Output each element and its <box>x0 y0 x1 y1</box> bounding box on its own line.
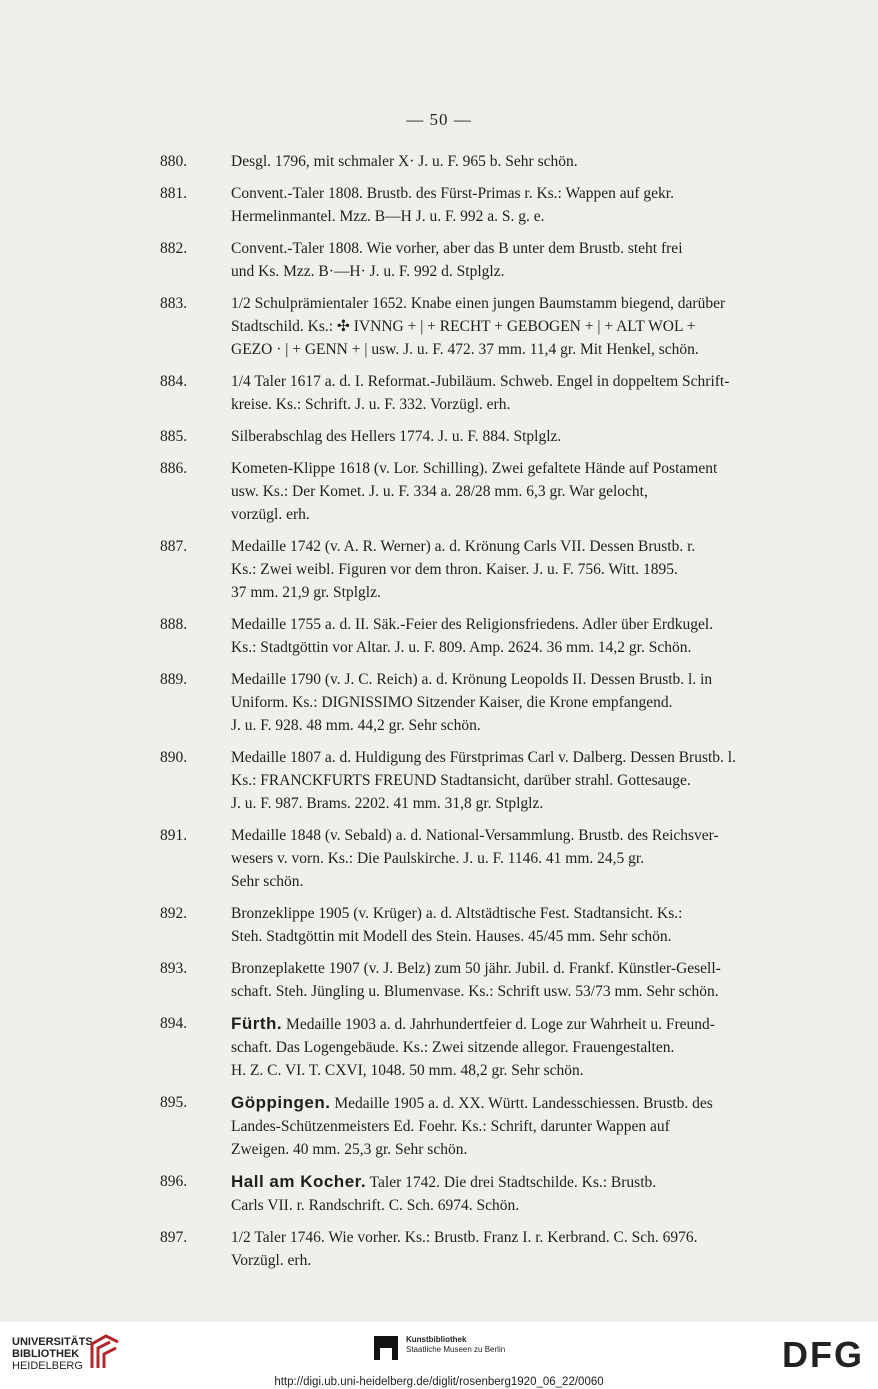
catalog-entry <box>160 824 810 893</box>
entry-number: 896. <box>160 1173 188 1190</box>
entry-line: Kometen-Klippe 1618 (v. Lor. Schilling). Zwei gefaltete Hände auf Postament <box>231 460 718 477</box>
kb-line-1: Kunstbibliothek <box>406 1335 467 1344</box>
entry-line: Carls VII. r. Randschrift. C. Sch. 6974. Schön. <box>231 1197 520 1214</box>
entry-number: 895. <box>160 1094 188 1111</box>
entry-line: vorzügl. erh. <box>231 506 310 523</box>
ub-line-2: BIBLIOTHEK <box>12 1348 80 1360</box>
entry-line <box>231 1091 810 1115</box>
entry-city-heading: Hall am Kocher. <box>231 1172 367 1191</box>
entry-line: 1/2 Taler 1746. Wie vorher. Ks.: Brustb. Franz I. r. Kerbrand. C. Sch. 6976. <box>231 1229 698 1246</box>
entry-line: Medaille 1807 a. d. Huldigung des Fürstprimas Carl v. Dalberg. Dessen Brustb. l. <box>231 749 736 766</box>
entry-line: Stadtschild. Ks.: ✣ IVNNG + | + RECHT + GEBOGEN + | + ALT WOL + <box>231 318 696 335</box>
permalink-url[interactable]: http://digi.ub.uni-heidelberg.de/diglit/rosenberg1920_06_22/0060 <box>274 1376 604 1388</box>
catalog-entry <box>160 613 810 659</box>
entry-number: 890. <box>160 749 188 766</box>
catalog-entry <box>160 370 810 416</box>
catalog-entry <box>160 668 810 737</box>
entry-line-text: Medaille 1903 a. d. Jahrhundertfeier d. Loge zur Wahrheit u. Freund- <box>282 1016 715 1033</box>
entry-line: Zweigen. 40 mm. 25,3 gr. Sehr schön. <box>231 1141 468 1158</box>
entry-number: 885. <box>160 428 188 445</box>
entry-number: 881. <box>160 185 188 202</box>
entry-line-text: Taler 1742. Die drei Stadtschilde. Ks.: Brustb. <box>366 1174 657 1191</box>
ub-heidelberg-label[interactable] <box>12 1336 96 1372</box>
ub-line-3: HEIDELBERG <box>12 1360 83 1372</box>
entry-line-text: Medaille 1905 a. d. XX. Württ. Landesschiessen. Brustb. des <box>330 1095 713 1112</box>
entry-number: 888. <box>160 616 188 633</box>
catalog-entry <box>160 1170 810 1217</box>
entry-number: 884. <box>160 373 188 390</box>
entry-line: Vorzügl. erh. <box>231 1252 312 1269</box>
catalog-entry <box>160 1091 810 1161</box>
entry-line: und Ks. Mzz. B·—H· J. u. F. 992 d. Stplglz. <box>231 263 505 280</box>
entry-number: 883. <box>160 295 188 312</box>
catalog-entries <box>160 150 810 1281</box>
entry-line: Convent.-Taler 1808. Wie vorher, aber das B unter dem Brustb. steht frei <box>231 240 683 257</box>
entry-line: Medaille 1755 a. d. II. Säk.-Feier des Religionsfriedens. Adler über Erdkugel. <box>231 616 714 633</box>
entry-number: 893. <box>160 960 188 977</box>
catalog-entry <box>160 150 810 173</box>
entry-line: Medaille 1742 (v. A. R. Werner) a. d. Krönung Carls VII. Dessen Brustb. r. <box>231 538 696 555</box>
entry-line: J. u. F. 987. Brams. 2202. 41 mm. 31,8 gr. Stplglz. <box>231 795 544 812</box>
catalog-entry <box>160 957 810 1003</box>
entry-line: Hermelinmantel. Mzz. B—H J. u. F. 992 a. S. g. e. <box>231 208 545 225</box>
entry-line: 1/4 Taler 1617 a. d. I. Reformat.-Jubiläum. Schweb. Engel in doppeltem Schrift- <box>231 373 730 390</box>
entry-line: Landes-Schützenmeisters Ed. Foehr. Ks.: Schrift, darunter Wappen auf <box>231 1118 670 1135</box>
entry-line <box>231 1012 810 1036</box>
entry-line <box>231 1170 810 1194</box>
entry-number: 889. <box>160 671 188 688</box>
entry-line: GEZO · | + GENN + | usw. J. u. F. 472. 37 mm. 11,4 gr. Mit Henkel, schön. <box>231 341 699 358</box>
entry-line: Ks.: Zwei weibl. Figuren vor dem thron. Kaiser. J. u. F. 756. Witt. 1895. <box>231 561 678 578</box>
entry-number: 880. <box>160 153 188 170</box>
entry-line: Ks.: FRANCKFURTS FREUND Stadtansicht, darüber strahl. Gottesauge. <box>231 772 691 789</box>
catalog-entry <box>160 535 810 604</box>
entry-line: H. Z. C. VI. T. CXVI, 1048. 50 mm. 48,2 gr. Sehr schön. <box>231 1062 584 1079</box>
entry-line: Medaille 1790 (v. J. C. Reich) a. d. Krönung Leopolds II. Dessen Brustb. l. in <box>231 671 713 688</box>
kb-line-2: Staatliche Museen zu Berlin <box>406 1345 506 1354</box>
entry-line: kreise. Ks.: Schrift. J. u. F. 332. Vorzügl. erh. <box>231 396 511 413</box>
entry-city-heading: Göppingen. <box>231 1093 331 1112</box>
ub-heidelberg-logo-icon <box>88 1332 122 1372</box>
entry-line: Bronzeplakette 1907 (v. J. Belz) zum 50 jähr. Jubil. d. Frankf. Künstler-Gesell- <box>231 960 721 977</box>
kunstbibliothek-label[interactable] <box>406 1335 505 1355</box>
entry-line: Convent.-Taler 1808. Brustb. des Fürst-Primas r. Ks.: Wappen auf gekr. <box>231 185 674 202</box>
footer-bar <box>0 1322 878 1389</box>
catalog-entry <box>160 182 810 228</box>
catalog-entry <box>160 746 810 815</box>
page-number: — 50 — <box>406 110 472 129</box>
catalog-entry <box>160 902 810 948</box>
catalog-entry <box>160 457 810 526</box>
entry-line: 37 mm. 21,9 gr. Stplglz. <box>231 584 381 601</box>
kunstbibliothek-logo-icon <box>374 1336 398 1360</box>
entry-line: 1/2 Schulprämientaler 1652. Knabe einen jungen Baumstamm biegend, darüber <box>231 295 726 312</box>
entry-line: Sehr schön. <box>231 873 304 890</box>
entry-number: 894. <box>160 1015 188 1032</box>
catalog-entry <box>160 292 810 361</box>
catalog-entry <box>160 237 810 283</box>
entry-city-heading: Fürth. <box>231 1014 283 1033</box>
entry-line: schaft. Das Logengebäude. Ks.: Zwei sitzende allegor. Frauengestalten. <box>231 1039 675 1056</box>
entry-number: 882. <box>160 240 188 257</box>
entry-line: Desgl. 1796, mit schmaler X· J. u. F. 965 b. Sehr schön. <box>231 153 578 170</box>
entry-line: Steh. Stadtgöttin mit Modell des Stein. Hauses. 45/45 mm. Sehr schön. <box>231 928 672 945</box>
entry-number: 892. <box>160 905 188 922</box>
entry-line: Medaille 1848 (v. Sebald) a. d. National-Versammlung. Brustb. des Reichsver- <box>231 827 719 844</box>
entry-line: usw. Ks.: Der Komet. J. u. F. 334 a. 28/28 mm. 6,3 gr. War gelocht, <box>231 483 648 500</box>
entry-number: 887. <box>160 538 188 555</box>
entry-number: 897. <box>160 1229 188 1246</box>
entry-line: Uniform. Ks.: DIGNISSIMO Sitzender Kaiser, die Krone empfangend. <box>231 694 673 711</box>
ub-line-1: UNIVERSITÄTS- <box>12 1336 97 1348</box>
entry-line: Silberabschlag des Hellers 1774. J. u. F. 884. Stplglz. <box>231 428 562 445</box>
dfg-logo[interactable]: DFG <box>782 1334 864 1375</box>
entry-line: wesers v. vorn. Ks.: Die Paulskirche. J. u. F. 1146. 41 mm. 24,5 gr. <box>231 850 645 867</box>
catalog-entry <box>160 1012 810 1082</box>
entry-line: Ks.: Stadtgöttin vor Altar. J. u. F. 809. Amp. 2624. 36 mm. 14,2 gr. Schön. <box>231 639 692 656</box>
catalog-entry <box>160 1226 810 1272</box>
entry-line: schaft. Steh. Jüngling u. Blumenvase. Ks.: Schrift usw. 53/73 mm. Sehr schön. <box>231 983 719 1000</box>
catalog-entry <box>160 425 810 448</box>
entry-number: 891. <box>160 827 188 844</box>
entry-line: Bronzeklippe 1905 (v. Krüger) a. d. Altstädtische Fest. Stadtansicht. Ks.: <box>231 905 683 922</box>
entry-line: J. u. F. 928. 48 mm. 44,2 gr. Sehr schön. <box>231 717 481 734</box>
entry-number: 886. <box>160 460 188 477</box>
